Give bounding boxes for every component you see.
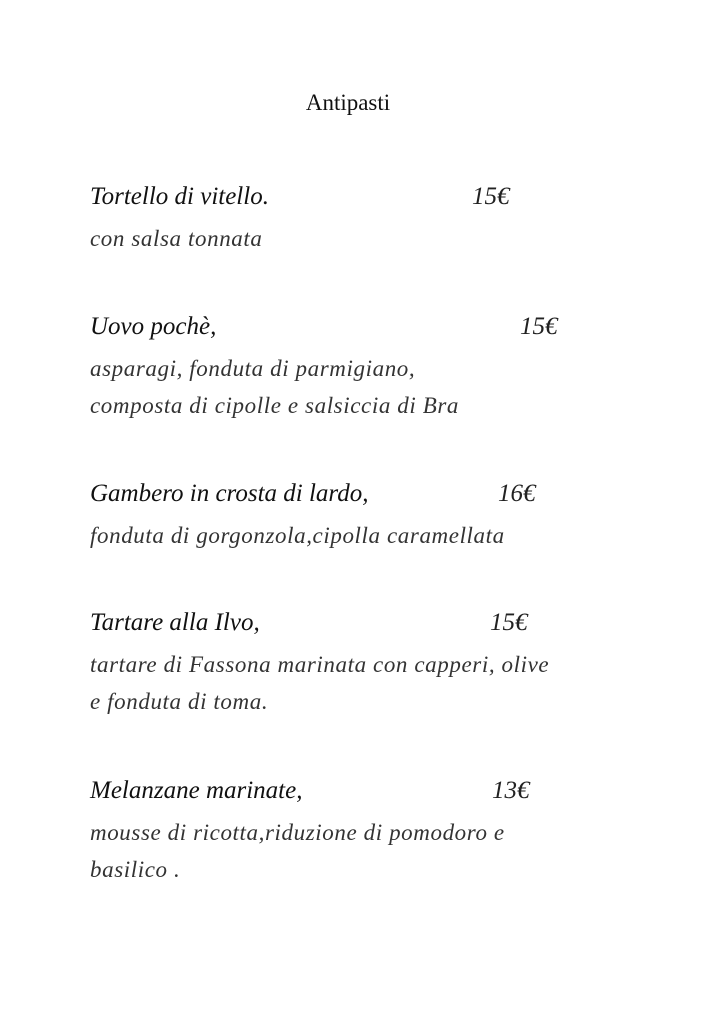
menu-item-description-line: tartare di Fassona marinata con capperi, olive	[90, 652, 550, 677]
menu-item-price: 15€	[490, 609, 528, 636]
menu-item-price: 15€	[472, 183, 510, 210]
menu-item-price: 15€	[520, 313, 558, 340]
menu-item-description-line: asparagi, fonduta di parmigiano,	[90, 356, 416, 381]
menu-item-name: Melanzane marinate,	[90, 777, 303, 804]
menu-item-name: Gambero in crosta di lardo,	[90, 480, 369, 507]
menu-section-title: Antipasti	[305, 90, 391, 115]
menu-item-description	[90, 646, 690, 720]
menu-item-description	[90, 220, 690, 257]
menu-item-description	[90, 814, 690, 888]
menu-item-name: Tortello di vitello.	[90, 183, 269, 210]
menu-item-description-line: e fonduta di toma.	[90, 689, 269, 714]
menu-item-description	[90, 517, 690, 554]
menu-item-description-line: fonduta di gorgonzola,cipolla caramellata	[90, 523, 505, 548]
menu-item-description-line: mousse di ricotta,riduzione di pomodoro e	[90, 820, 505, 845]
menu-item-description-line: basilico .	[90, 857, 181, 882]
menu-item-price: 16€	[498, 480, 536, 507]
menu-item-name: Uovo pochè,	[90, 313, 217, 340]
menu-item-description-line: composta di cipolle e salsiccia di Bra	[90, 393, 460, 418]
menu-item-name: Tartare alla Ilvo,	[90, 609, 260, 636]
menu-item-price: 13€	[492, 777, 530, 804]
menu-item-description	[90, 350, 690, 424]
menu-item-description-line: con salsa tonnata	[90, 226, 263, 251]
